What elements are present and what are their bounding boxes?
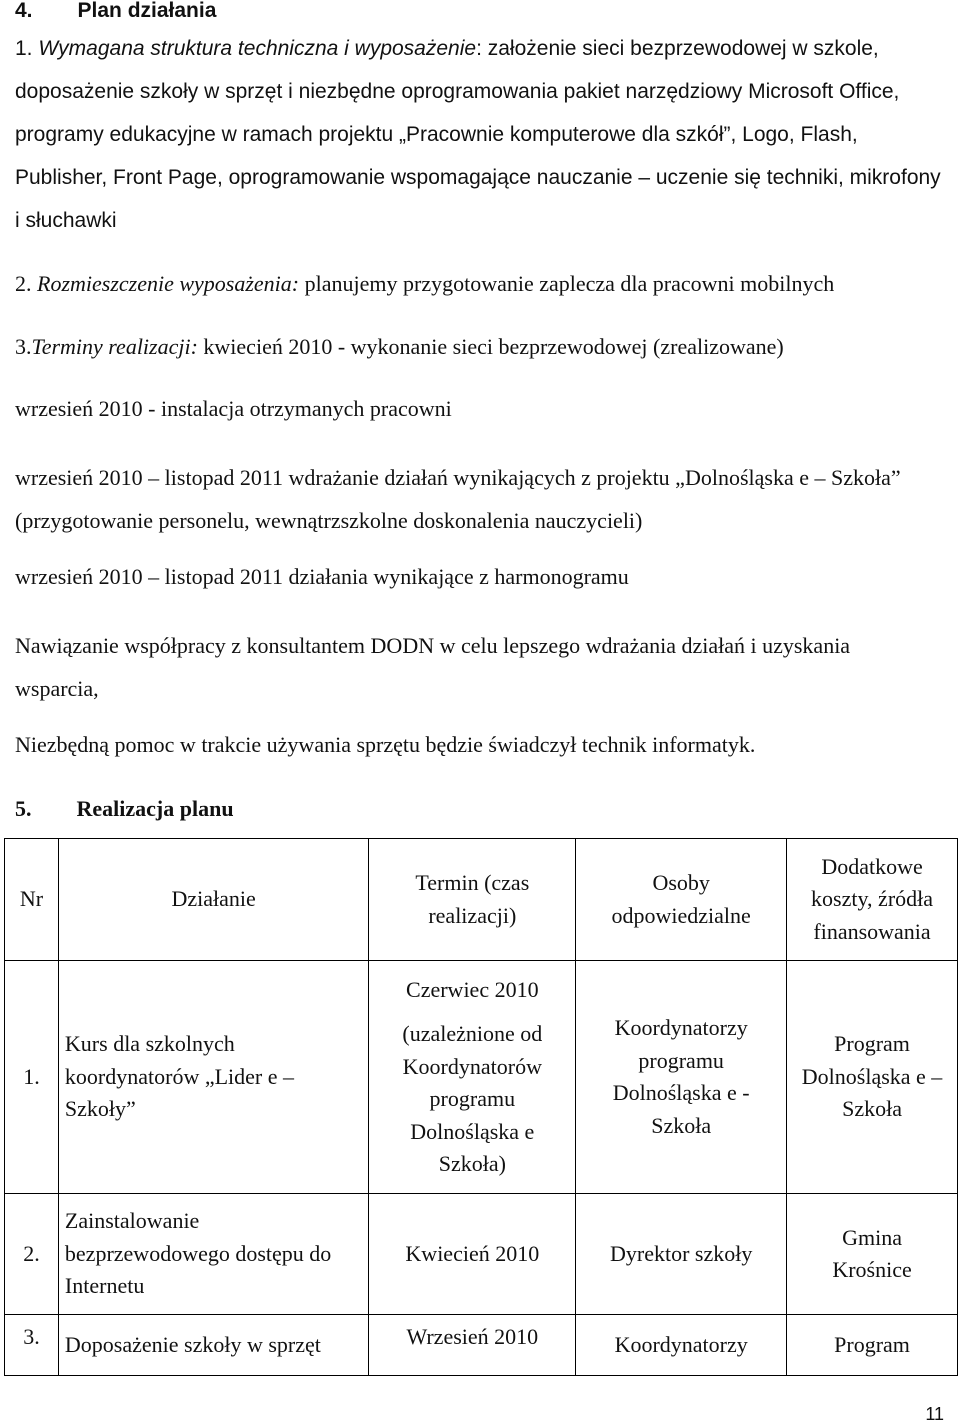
section-4-title: Plan działania <box>77 0 217 22</box>
row-1-persons: Koordynatorzy programu Dolnośląska e -Szkoła <box>576 961 787 1194</box>
item-3-number: 3. <box>15 334 32 359</box>
row-1-costs: Program Dolnośląska e – Szkoła <box>787 961 958 1194</box>
item-2-label: Rozmieszczenie wyposażenia: <box>37 271 300 296</box>
row-1-action: Kurs dla szkolnych koordynatorów „Lider e – Szkoły” <box>58 961 368 1194</box>
header-nr: Nr <box>5 839 59 961</box>
item-1-label: Wymagana struktura techniczna i wyposażenie <box>38 37 477 60</box>
row-3-costs: Program <box>787 1315 958 1376</box>
header-persons: Osoby odpowiedzialne <box>576 839 787 961</box>
consultant-paragraph: Nawiązanie współpracy z konsultantem DODN w celu lepszego wdrażania działań i uzyskania wsparcia, <box>15 633 851 701</box>
section-4-number: 4. <box>15 0 33 22</box>
item-1-text: : założenie sieci bezprzewodowej w szkole, doposażenie szkoły w sprzęt i niezbędne oprogramowania pakiet narzędziowy Microsoft Office, programy edukacyjne w ramach projektu „Pracownie komputerowe dla szkół”, Logo, Flash, Publisher, Front Page, oprogramowanie wspomagające nauczanie – uczenie się techniki, mikrofony i słuchawki <box>15 37 941 232</box>
row-2-persons: Dyrektor szkoły <box>576 1194 787 1315</box>
schedule-line-1: wrzesień 2010 - instalacja otrzymanych pracowni <box>15 396 452 421</box>
page-number: 11 <box>925 1404 944 1424</box>
header-action: Działanie <box>58 839 368 961</box>
row-1-term-date: Czerwiec 2010 <box>406 976 539 1002</box>
row-3-action: Doposażenie szkoły w sprzęt <box>58 1315 368 1376</box>
table-row <box>5 961 958 1194</box>
row-1-term-note: (uzależnione od Koordynatorów programu Dolnośląska e Szkoła) <box>402 1021 543 1176</box>
section-4-heading <box>15 0 945 22</box>
row-3-persons: Koordynatorzy <box>576 1315 787 1376</box>
table-row <box>5 1194 958 1315</box>
row-3-nr: 3. <box>5 1315 59 1376</box>
plan-table <box>4 838 958 1376</box>
item-3-label: Terminy realizacji: <box>31 334 198 359</box>
item-1-paragraph <box>15 27 945 242</box>
item-3-text: kwiecień 2010 - wykonanie sieci bezprzewodowej (zrealizowane) <box>197 334 784 359</box>
row-3-term: Wrzesień 2010 <box>369 1315 576 1376</box>
schedule-line-3: wrzesień 2010 – listopad 2011 działania wynikające z harmonogramu <box>15 564 629 589</box>
row-2-action: Zainstalowanie bezprzewodowego dostępu do Internetu <box>58 1194 368 1315</box>
item-1-number: 1. <box>15 37 33 60</box>
item-2-text: planujemy przygotowanie zaplecza dla pracowni mobilnych <box>299 271 835 296</box>
section-5-title: Realizacja planu <box>76 796 234 821</box>
section-5-number: 5. <box>15 796 32 821</box>
header-term: Termin (czas realizacji) <box>369 839 576 961</box>
schedule-line-2: wrzesień 2010 – listopad 2011 wdrażanie działań wynikających z projektu „Dolnośląska e – Szkoła” (przygotowanie personelu, wewnątrzszkolne doskonalenia nauczycieli) <box>15 465 901 533</box>
item-3-paragraph <box>15 331 945 363</box>
row-2-costs: Gmina Krośnice <box>787 1194 958 1315</box>
row-2-term: Kwiecień 2010 <box>369 1194 576 1315</box>
table-row <box>5 1315 958 1376</box>
table-header-row <box>5 839 958 961</box>
item-2-paragraph <box>15 268 945 300</box>
header-costs: Dodatkowe koszty, źródła finansowania <box>787 839 958 961</box>
technician-paragraph: Niezbędną pomoc w trakcie używania sprzętu będzie świadczył technik informatyk. <box>15 732 756 757</box>
row-2-nr: 2. <box>5 1194 59 1315</box>
item-2-number: 2. <box>15 271 32 296</box>
section-5-heading <box>15 793 945 825</box>
row-1-nr: 1. <box>5 961 59 1194</box>
row-1-term <box>369 961 576 1194</box>
